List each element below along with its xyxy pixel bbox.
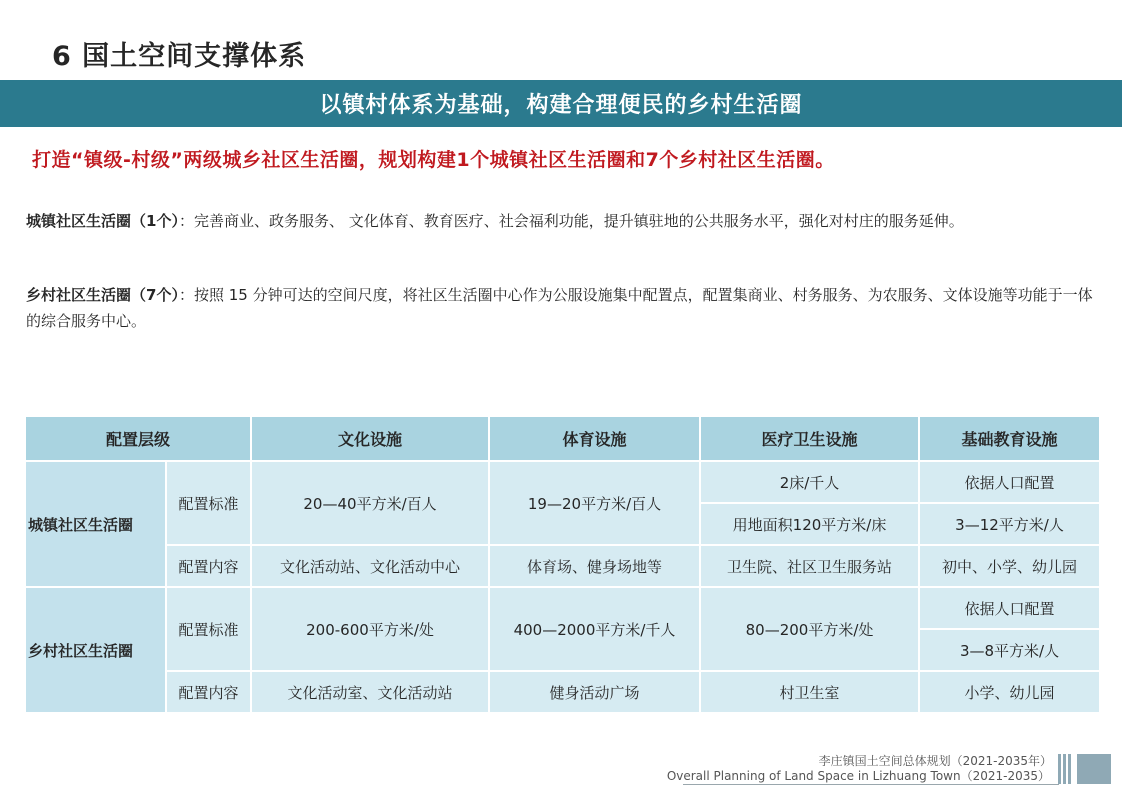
- paragraph-text: ：按照 15 分钟可达的空间尺度，将社区生活圈中心作为公服设施集中配置点，配置集商业、村务服务、为农服务、文体设施等功能于一体的综合服务中心。: [26, 286, 1093, 330]
- cell-medical: 卫生院、社区卫生服务站: [700, 545, 919, 587]
- table-row: [25, 587, 1100, 629]
- cell-medical: 2床/千人: [700, 461, 919, 503]
- footer-title-cn: 李庄镇国土空间总体规划（2021-2035年）: [818, 754, 1052, 768]
- row-label-content: 配置内容: [166, 671, 251, 713]
- table-row: [25, 671, 1100, 713]
- cell-education: 初中、小学、幼儿园: [919, 545, 1100, 587]
- header-medical: 医疗卫生设施: [700, 416, 919, 461]
- page-title: 6 国土空间支撑体系: [52, 41, 307, 72]
- cell-sports: 400—2000平方米/千人: [489, 587, 700, 671]
- decoration-block: [1077, 754, 1111, 784]
- cell-medical: 村卫生室: [700, 671, 919, 713]
- decoration-bar: [1068, 754, 1071, 784]
- section-banner: [0, 80, 1122, 127]
- cell-education: 3—12平方米/人: [919, 503, 1100, 545]
- row-label-standard: 配置标准: [166, 461, 251, 545]
- footer-divider: [683, 784, 1059, 785]
- cell-sports: 体育场、健身场地等: [489, 545, 700, 587]
- row-group-village: 乡村社区生活圈: [25, 587, 166, 713]
- cell-sports: 19—20平方米/百人: [489, 461, 700, 545]
- row-label-standard: 配置标准: [166, 587, 251, 671]
- paragraph-lead: 乡村社区生活圈（7个）: [26, 286, 179, 304]
- cell-medical: 80—200平方米/处: [700, 587, 919, 671]
- cell-culture: 20—40平方米/百人: [251, 461, 489, 545]
- table-row: [25, 461, 1100, 503]
- cell-education: 3—8平方米/人: [919, 629, 1100, 671]
- header-sports: 体育设施: [489, 416, 700, 461]
- banner-text: 以镇村体系为基础，构建合理便民的乡村生活圈: [319, 93, 803, 118]
- header-education: 基础教育设施: [919, 416, 1100, 461]
- decoration-bar: [1063, 754, 1066, 784]
- footer-title-en: Overall Planning of Land Space in Lizhuang Town（2021-2035）: [666, 769, 1050, 783]
- footer-decoration: [1058, 754, 1111, 784]
- row-label-content: 配置内容: [166, 545, 251, 587]
- header-culture: 文化设施: [251, 416, 489, 461]
- paragraph-town-circle: [26, 208, 1096, 234]
- cell-education: 小学、幼儿园: [919, 671, 1100, 713]
- cell-medical: 用地面积120平方米/床: [700, 503, 919, 545]
- cell-education: 依据人口配置: [919, 587, 1100, 629]
- paragraph-text: ：完善商业、政务服务、 文化体育、教育医疗、社会福利功能，提升镇驻地的公共服务水平，强化对村庄的服务延伸。: [178, 212, 964, 230]
- table-row: [25, 545, 1100, 587]
- configuration-table: [24, 415, 1101, 714]
- cell-culture: 文化活动站、文化活动中心: [251, 545, 489, 587]
- headline: 打造“镇级-村级”两级城乡社区生活圈，规划构建1个城镇社区生活圈和7个乡村社区生活圈。: [32, 149, 835, 171]
- table-header-row: [25, 416, 1100, 461]
- paragraph-village-circle: [26, 282, 1096, 334]
- header-level: 配置层级: [25, 416, 251, 461]
- cell-sports: 健身活动广场: [489, 671, 700, 713]
- row-group-town: 城镇社区生活圈: [25, 461, 166, 587]
- decoration-bar: [1058, 754, 1061, 784]
- cell-education: 依据人口配置: [919, 461, 1100, 503]
- cell-culture: 文化活动室、文化活动站: [251, 671, 489, 713]
- paragraph-lead: 城镇社区生活圈（1个）: [26, 212, 179, 230]
- cell-culture: 200-600平方米/处: [251, 587, 489, 671]
